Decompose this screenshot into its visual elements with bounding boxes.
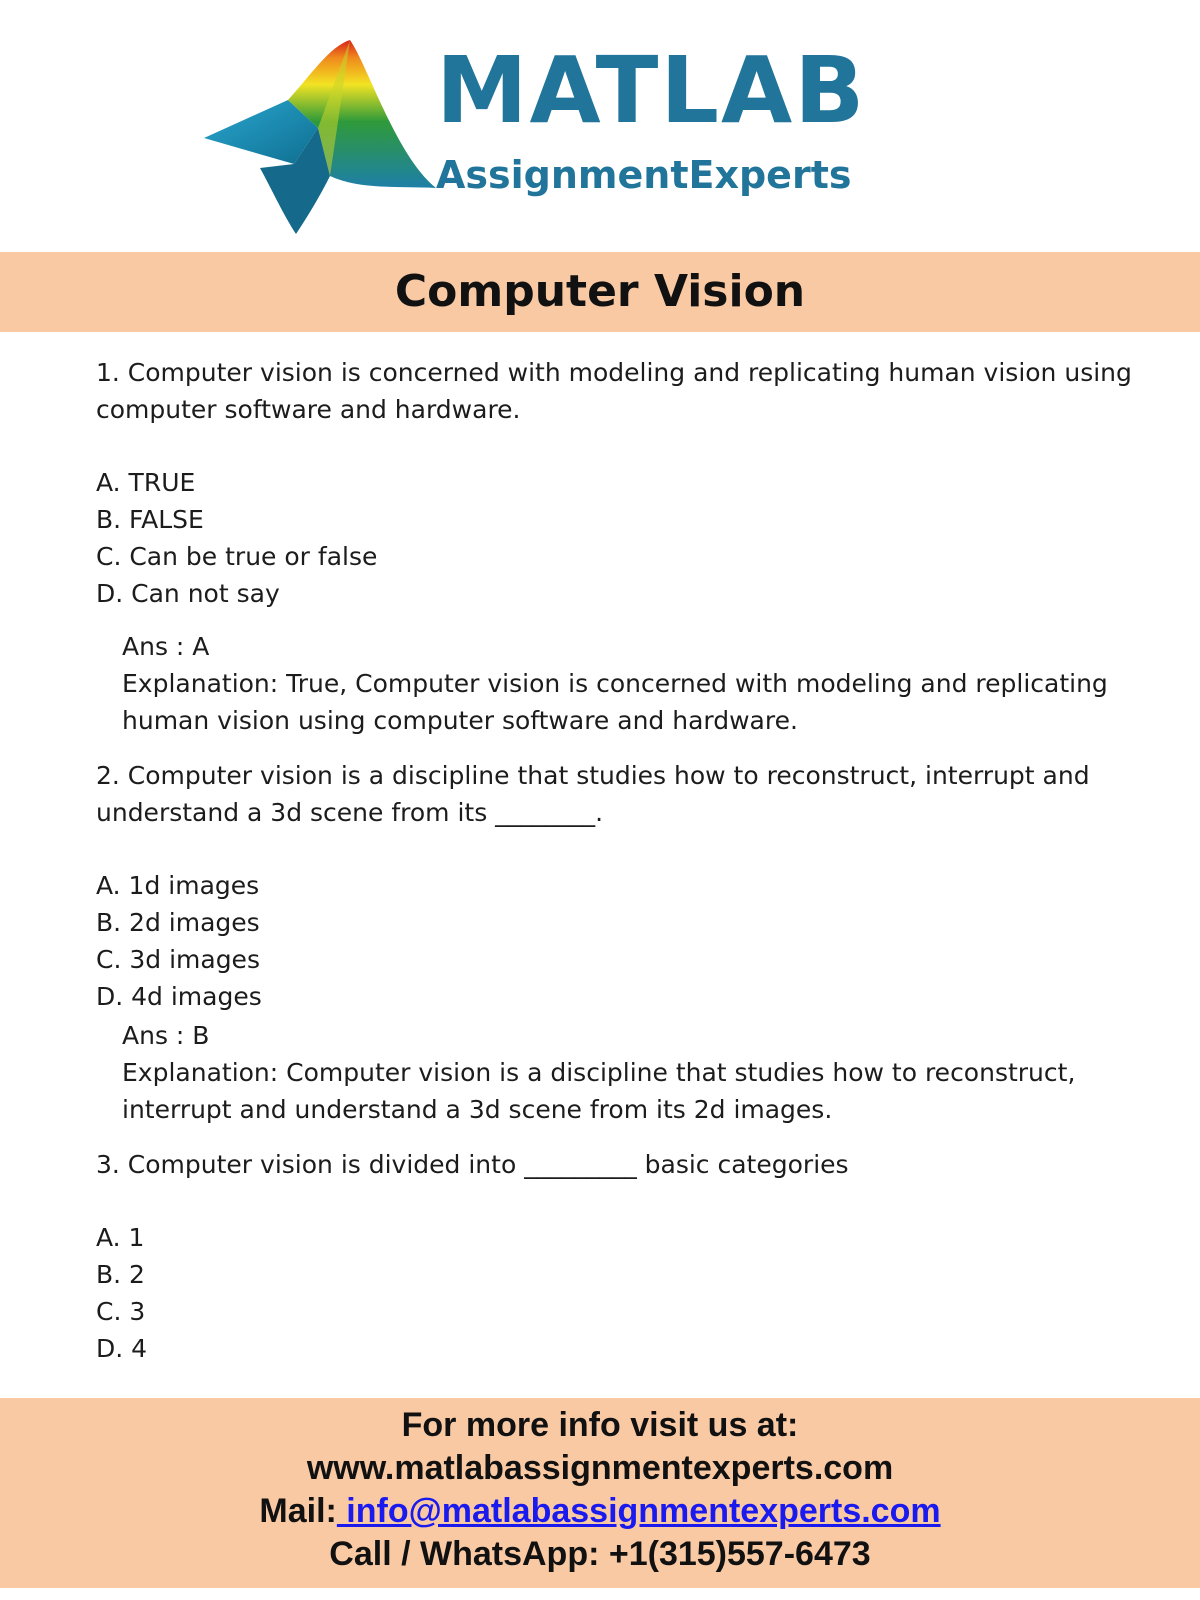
- explanation-text: Explanation: Computer vision is a discipline that studies how to reconstruct, interrupt and understand a 3d scene from its 2d images.: [122, 1058, 1076, 1124]
- option-a: A. TRUE: [96, 468, 196, 497]
- question-text: 2. Computer vision is a discipline that studies how to reconstruct, interrupt and understand a 3d scene from its ________.: [96, 761, 1090, 827]
- footer-visit-line: For more info visit us at:: [401, 1406, 799, 1444]
- explanation-text: Explanation: True, Computer vision is concerned with modeling and replicating human vision using computer software and hardware.: [122, 669, 1108, 735]
- header: [0, 0, 1200, 252]
- brand-name: MATLAB: [436, 37, 867, 144]
- question-text: 3. Computer vision is divided into _________ basic categories: [96, 1150, 849, 1179]
- question-block-1: [96, 354, 1156, 739]
- option-d: D. 4d images: [96, 982, 262, 1011]
- answer-block: [122, 628, 1156, 739]
- option-b: B. FALSE: [96, 505, 204, 534]
- option-c: C. 3: [96, 1297, 146, 1326]
- website-link[interactable]: www.matlabassignmentexperts.com: [306, 1449, 894, 1487]
- matlab-membrane-logo-icon: [200, 36, 440, 236]
- answer-label: Ans : A: [122, 632, 210, 661]
- answer-label: Ans : B: [122, 1021, 210, 1050]
- option-list: [96, 1219, 1156, 1367]
- page-title: Computer Vision: [394, 266, 806, 317]
- option-c: C. Can be true or false: [96, 542, 378, 571]
- option-a: A. 1: [96, 1223, 145, 1252]
- question-block-2: [96, 757, 1156, 1128]
- mail-label: Mail:: [259, 1492, 337, 1530]
- option-b: B. 2: [96, 1260, 145, 1289]
- brand-subtitle: AssignmentExperts: [436, 153, 852, 197]
- option-list: [96, 867, 1156, 1015]
- option-d: D. 4: [96, 1334, 148, 1363]
- option-c: C. 3d images: [96, 945, 260, 974]
- option-list: [96, 464, 1156, 612]
- call-line: Call / WhatsApp: +1(315)557-6473: [329, 1535, 871, 1573]
- quiz-content: [96, 354, 1156, 1367]
- mail-line: [0, 1490, 1200, 1533]
- email-link[interactable]: info@matlabassignmentexperts.com: [336, 1492, 941, 1530]
- question-block-3: [96, 1146, 1156, 1367]
- title-band: [0, 252, 1200, 332]
- option-d: D. Can not say: [96, 579, 280, 608]
- option-b: B. 2d images: [96, 908, 260, 937]
- option-a: A. 1d images: [96, 871, 260, 900]
- answer-block: [122, 1017, 1156, 1128]
- question-text: 1. Computer vision is concerned with modeling and replicating human vision using computer software and hardware.: [96, 358, 1132, 424]
- footer-contact-band: [0, 1398, 1200, 1588]
